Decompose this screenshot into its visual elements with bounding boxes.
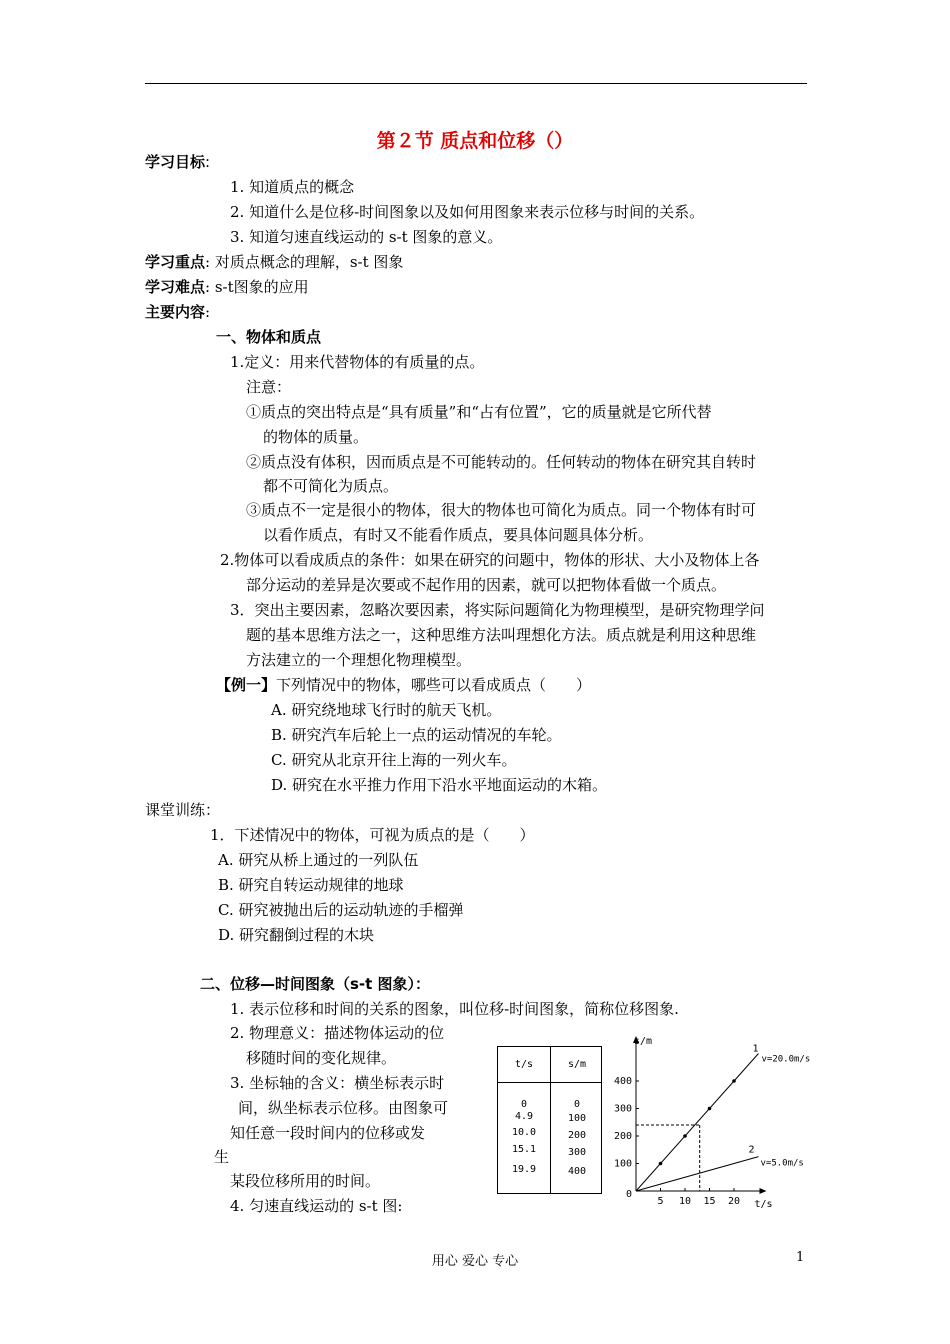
goal-item: 3. 知道匀速直线运动的 s-t 图象的意义。	[230, 228, 503, 246]
goals-label: 学习目标:	[145, 153, 211, 171]
goal-item: 1. 知道质点的概念	[230, 178, 355, 196]
x-tick-label: 15	[703, 1196, 716, 1207]
st-chart	[612, 1030, 852, 1215]
condition-3-cont: 题的基本思维方法之一，这种思维方法叫理想化方法。质点就是利用这种思维	[246, 626, 757, 644]
table-header-s: s/m	[567, 1059, 587, 1070]
data-point	[708, 1107, 712, 1111]
table-cell: 10.0	[511, 1127, 537, 1138]
y-tick-label: 100	[613, 1158, 632, 1170]
table-cell: 300	[567, 1147, 587, 1158]
note-label: 注意：	[246, 378, 292, 396]
table-cell: 4.9	[514, 1111, 534, 1122]
series-line-1	[636, 1054, 759, 1192]
note-2-cont: 都不可简化为质点。	[263, 477, 399, 495]
x-axis-label: t/s	[754, 1199, 773, 1210]
s2-point-4: 4. 匀速直线运动的 s-t 图:	[230, 1197, 403, 1215]
condition-3: 3．突出主要因素，忽略次要因素，将实际问题简化为物理模型，是研究物理学问	[230, 601, 765, 619]
series-line-2	[636, 1157, 759, 1191]
example-option: B. 研究汽车后轮上一点的运动情况的车轮。	[271, 726, 562, 744]
table-cell: 100	[567, 1113, 587, 1124]
y-tick-label: 400	[613, 1076, 632, 1087]
data-point	[732, 1079, 736, 1083]
x-tick-label: 5	[657, 1196, 664, 1207]
page-title: 第２节 质点和位移（）	[376, 130, 574, 152]
s2-point-3-cont3: 生	[214, 1148, 230, 1166]
s2-point-3: 3. 坐标轴的含义：横坐标表示时	[230, 1074, 445, 1092]
x-tick-label: 10	[678, 1196, 692, 1207]
note-1-cont: 的物体的质量。	[263, 428, 369, 446]
table-cell: 19.9	[511, 1164, 537, 1175]
note-3-cont: 以看作质点，有时又不能看作质点，要具体问题具体分析。	[263, 526, 654, 544]
series-number-label: 2	[748, 1144, 755, 1156]
practice-label: 课堂训练：	[145, 801, 221, 819]
series-velocity-label: v=5.0m/s	[760, 1158, 804, 1169]
y-tick-label: 300	[613, 1103, 632, 1115]
section2-heading: 二、位移—时间图象（s-t 图象）：	[200, 975, 431, 993]
x-tick-label: 20	[727, 1196, 741, 1207]
table-header-t: t/s	[514, 1059, 534, 1070]
page-number: 1	[796, 1250, 805, 1265]
example-option: A. 研究绕地球飞行时的航天飞机。	[271, 701, 502, 719]
difficulty: 学习难点: s-t图象的应用	[145, 278, 309, 296]
practice-option: D. 研究翻倒过程的木块	[218, 926, 375, 944]
practice-option: A. 研究从桥上通过的一列队伍	[218, 851, 419, 869]
footer: 用心 爱心 专心	[431, 1254, 519, 1269]
goal-item: 2. 知道什么是位移-时间图象以及如何用图象来表示位移与时间的关系。	[230, 203, 705, 221]
practice-option: C. 研究被抛出后的运动轨迹的手榴弹	[218, 901, 464, 919]
key-point: 学习重点: 对质点概念的理解，s-t 图象	[145, 253, 404, 271]
practice-question: 1．下述情况中的物体，可视为质点的是（ ）	[210, 826, 535, 844]
condition-3-cont2: 方法建立的一个理想化物理模型。	[246, 651, 472, 669]
note-2: ②质点没有体积，因而质点是不可能转动的。任何转动的物体在研究其自转时	[246, 453, 757, 471]
origin-label: 0	[626, 1189, 633, 1200]
example-option: C. 研究从北京开往上海的一列火车。	[271, 751, 517, 769]
s2-point-3-cont: 间，纵坐标表示位移。由图象可	[238, 1099, 449, 1117]
s2-point-3-cont4: 某段位移所用的时间。	[230, 1172, 381, 1190]
note-1: ①质点的突出特点是“具有质量”和“占有位置”，它的质量就是它所代替	[246, 403, 712, 421]
table-cell: 0	[520, 1099, 528, 1110]
table-cell: 15.1	[511, 1144, 537, 1155]
main-content-label: 主要内容:	[145, 303, 211, 321]
series-number-label: 1	[752, 1043, 759, 1055]
s2-point-2: 2. 物理意义：描述物体运动的位	[230, 1024, 445, 1042]
condition-2-cont: 部分运动的差异是次要或不起作用的因素，就可以把物体看做一个质点。	[246, 576, 727, 594]
y-axis-label: s/m	[634, 1036, 653, 1047]
data-table	[497, 1046, 602, 1194]
s2-point-1: 1. 表示位移和时间的关系的图象，叫位移-时间图象，简称位移图象.	[230, 1000, 679, 1018]
header-rule	[145, 83, 807, 84]
data-point	[683, 1134, 687, 1138]
table-cell: 200	[567, 1130, 587, 1141]
s2-point-2-cont: 移随时间的变化规律。	[246, 1049, 397, 1067]
table-cell: 0	[573, 1099, 581, 1110]
x-axis-arrow	[760, 1188, 767, 1194]
example-question: 【例一】下列情况中的物体，哪些可以看成质点（ ）	[216, 676, 592, 694]
y-tick-label: 200	[613, 1131, 632, 1142]
condition-2: 2.物体可以看成质点的条件：如果在研究的问题中，物体的形状、大小及物体上各	[220, 551, 760, 569]
data-point	[659, 1162, 663, 1166]
s2-point-3-cont2: 知任意一段时间内的位移或发	[230, 1124, 426, 1142]
definition: 1.定义：用来代替物体的有质量的点。	[230, 353, 485, 371]
series-velocity-label: v=20.0m/s	[761, 1054, 811, 1065]
section1-heading: 一、物体和质点	[216, 328, 322, 346]
example-option: D. 研究在水平推力作用下沿水平地面运动的木箱。	[271, 776, 608, 794]
table-cell: 400	[567, 1166, 587, 1177]
practice-option: B. 研究自转运动规律的地球	[218, 876, 404, 894]
note-3: ③质点不一定是很小的物体，很大的物体也可简化为质点。同一个物体有时可	[246, 501, 757, 519]
